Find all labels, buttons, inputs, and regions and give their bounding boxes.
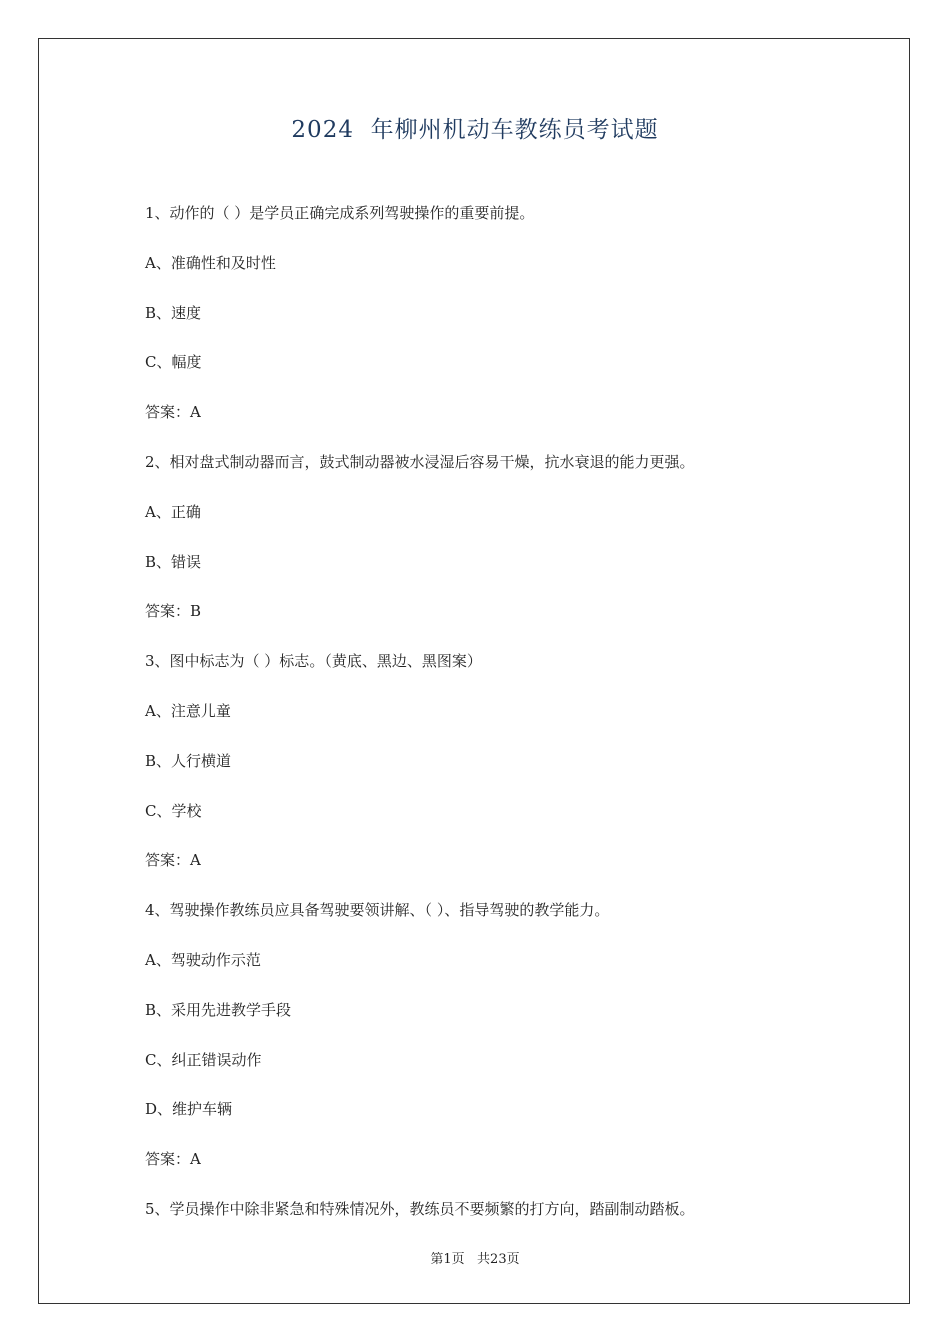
- option-text: B、速度: [145, 303, 202, 322]
- answer-text: 答案：A: [145, 851, 201, 870]
- question-list: [145, 199, 865, 1245]
- option-text: D、维护车辆: [145, 1100, 233, 1119]
- option-text: A、驾驶动作示范: [145, 950, 261, 969]
- answer-text: 答案：B: [145, 602, 202, 621]
- option-text: C、纠正错误动作: [145, 1050, 262, 1069]
- question-text: 1、动作的（ ）是学员正确完成系列驾驶操作的重要前提。: [145, 204, 535, 222]
- question-text: 4、驾驶操作教练员应具备驾驶要领讲解、（ ）、指导驾驶的教学能力。: [145, 901, 610, 920]
- question-text: 5、学员操作中除非紧急和特殊情况外，教练员不要频繁的打方向，踏副制动踏板。: [145, 1199, 695, 1218]
- document-title: 2024 年柳州机动车教练员考试题: [291, 117, 659, 143]
- option-text: C、学校: [145, 801, 202, 820]
- question-text: 3、图中标志为（ ）标志。（黄底、黑边、黑图案）: [145, 652, 482, 671]
- option-text: B、人行横道: [145, 751, 232, 770]
- page-footer: 第1页 共23页: [430, 1252, 520, 1267]
- answer-text: 答案：A: [145, 403, 201, 422]
- option-text: B、采用先进教学手段: [145, 1000, 292, 1019]
- option-text: A、注意儿童: [145, 701, 231, 720]
- option-text: A、正确: [145, 502, 201, 521]
- question-text: 2、相对盘式制动器而言，鼓式制动器被水浸湿后容易干燥，抗水衰退的能力更强。: [145, 452, 695, 471]
- answer-text: 答案：A: [145, 1150, 201, 1169]
- option-text: A、准确性和及时性: [145, 253, 276, 272]
- option-text: B、错误: [145, 552, 202, 571]
- option-text: C、幅度: [145, 353, 202, 372]
